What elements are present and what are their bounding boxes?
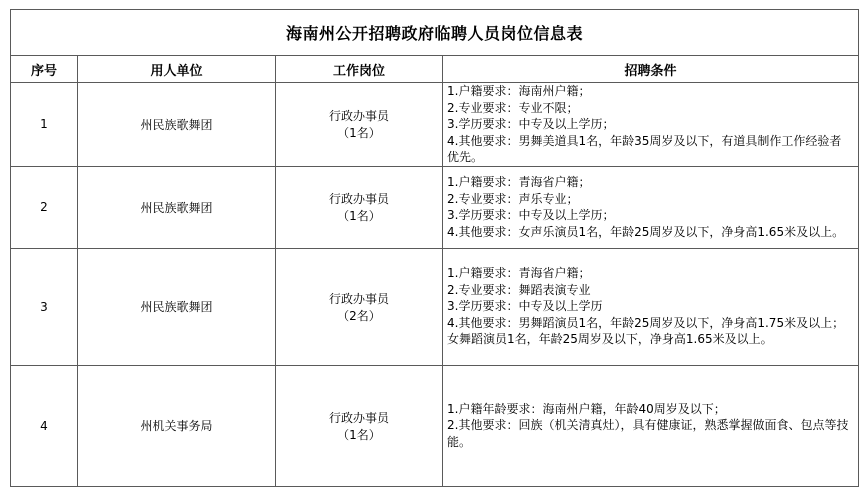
condition-line: 3.学历要求：中专及以上学历 xyxy=(447,299,603,314)
row-position xyxy=(276,365,443,486)
row-position xyxy=(276,248,443,365)
header-position: 工作岗位 xyxy=(276,56,443,83)
condition-line: 1.户籍要求：青海省户籍； xyxy=(447,175,591,189)
row-conditions xyxy=(443,166,859,248)
table-row xyxy=(11,166,859,248)
header-conditions: 招聘条件 xyxy=(443,56,859,83)
condition-line: 1.户籍要求：海南州户籍； xyxy=(447,84,591,98)
row-unit: 州机关事务局 xyxy=(78,365,276,486)
row-seq: 4 xyxy=(11,365,78,486)
position-name: 行政办事员 xyxy=(328,291,389,306)
header-unit: 用人单位 xyxy=(78,56,276,83)
row-conditions xyxy=(443,83,859,167)
condition-line: 3.学历要求：中专及以上学历； xyxy=(447,208,615,222)
condition-line: 2.专业要求：声乐专业； xyxy=(447,191,579,206)
position-name: 行政办事员 xyxy=(328,192,389,206)
condition-line: 2.其他要求：回族（机关清真灶），具有健康证，熟悉掌握做面食、包点等技能。 xyxy=(447,418,849,449)
row-unit: 州民族歌舞团 xyxy=(78,83,276,167)
row-conditions xyxy=(443,248,859,365)
header-row xyxy=(11,56,859,83)
table-title: 海南州公开招聘政府临聘人员岗位信息表 xyxy=(11,10,859,56)
position-count: （1名） xyxy=(337,126,381,141)
table-row xyxy=(11,83,859,167)
position-count: （2名） xyxy=(337,308,381,323)
row-position xyxy=(276,166,443,248)
table-row xyxy=(11,248,859,365)
condition-line: 4.其他要求：男舞蹈演员1名，年龄25周岁及以下，净身高1.75米及以上；女舞蹈演员1名，年龄25周岁及以下，净身高1.65米及以上。 xyxy=(447,315,845,347)
row-unit: 州民族歌舞团 xyxy=(78,248,276,365)
row-unit: 州民族歌舞团 xyxy=(78,166,276,248)
condition-line: 4.其他要求：男舞美道具1名，年龄35周岁及以下，有道具制作工作经验者优先。 xyxy=(447,133,842,164)
position-name: 行政办事员 xyxy=(328,410,389,425)
position-count: （1名） xyxy=(337,209,381,223)
table-row xyxy=(11,365,859,486)
header-seq: 序号 xyxy=(11,56,78,83)
row-seq: 2 xyxy=(11,166,78,248)
condition-line: 1.户籍要求：青海省户籍； xyxy=(447,266,591,281)
condition-line: 3.学历要求：中专及以上学历； xyxy=(447,117,615,131)
condition-line: 2.专业要求：舞蹈表演专业 xyxy=(447,282,591,297)
condition-line: 1.户籍年龄要求：海南州户籍，年龄40周岁及以下； xyxy=(447,401,726,416)
condition-line: 4.其他要求：女声乐演员1名，年龄25周岁及以下，净身高1.65米及以上。 xyxy=(447,224,845,239)
row-seq: 3 xyxy=(11,248,78,365)
row-seq: 1 xyxy=(11,83,78,167)
condition-line: 2.专业要求：专业不限； xyxy=(447,100,579,115)
row-conditions xyxy=(443,365,859,486)
position-name: 行政办事员 xyxy=(328,109,389,124)
row-position xyxy=(276,83,443,167)
recruitment-table xyxy=(10,9,859,487)
position-count: （1名） xyxy=(337,427,381,442)
